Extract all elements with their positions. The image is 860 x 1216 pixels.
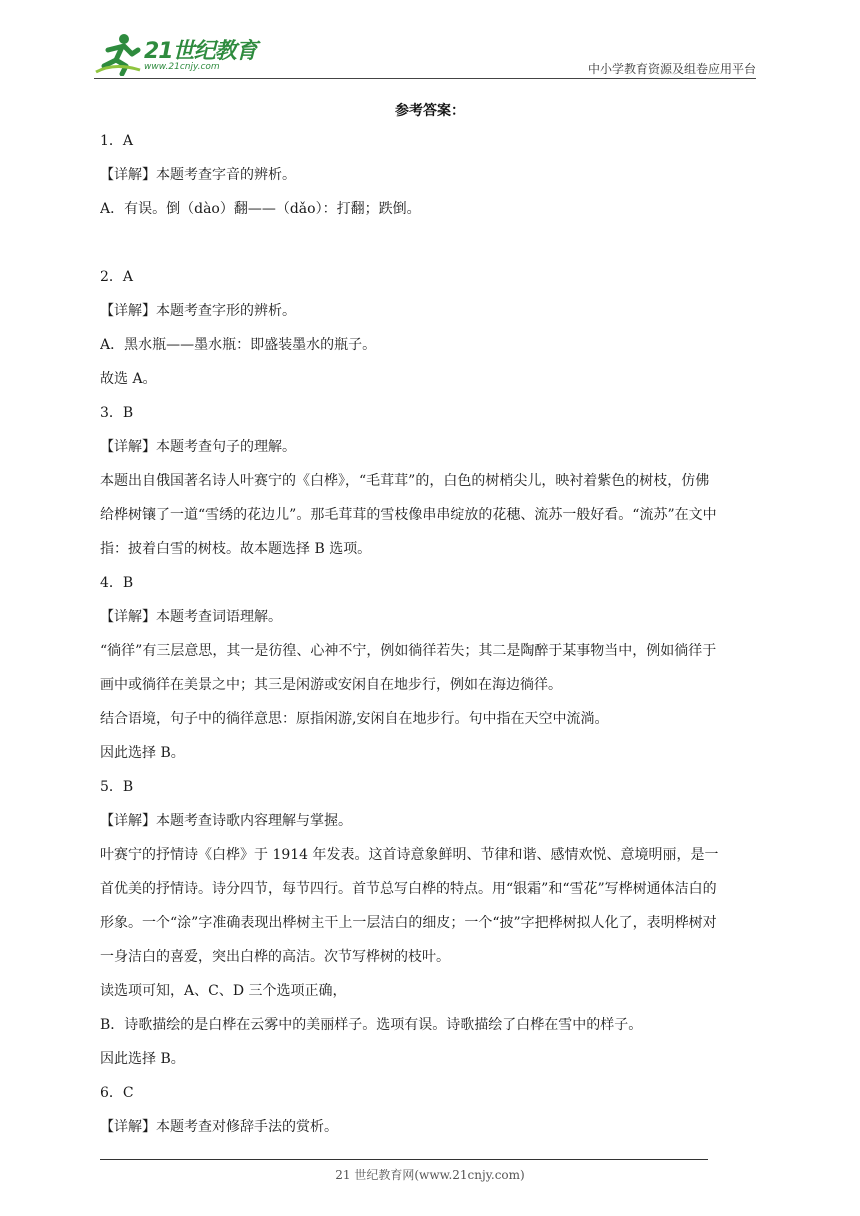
text-line: 结合语境，句子中的徜徉意思：原指闲游,安闲自在地步行。句中指在天空中流淌。 <box>100 711 609 727</box>
text-line: 指：披着白雪的树枝。故本题选择 B 选项。 <box>100 541 372 557</box>
header-divider <box>94 78 756 79</box>
text-line: 【详解】本题考查对修辞手法的赏析。 <box>100 1119 338 1135</box>
text-line: “徜徉”有三层意思，其一是彷徨、心神不宁，例如徜徉若失；其二是陶醉于某事物当中，例如徜徉于 <box>100 643 717 659</box>
page-title: 参考答案： <box>395 103 465 119</box>
logo-url: www.21cnjy.com <box>144 62 220 72</box>
text-line: 一身洁白的喜爱，突出白桦的高洁。次节写桦树的枝叶。 <box>100 949 450 965</box>
text-line: 【详解】本题考查词语理解。 <box>100 609 282 625</box>
text-line: 【详解】本题考查字形的辨析。 <box>100 303 296 319</box>
text-line: 6．C <box>100 1085 134 1101</box>
logo-text: 21世纪教育 <box>144 39 257 64</box>
platform-name: 中小学教育资源及组卷应用平台 <box>587 62 756 76</box>
site-logo <box>94 32 264 78</box>
text-line: B．诗歌描绘的是白桦在云雾中的美丽样子。选项有误。诗歌描绘了白桦在雪中的样子。 <box>100 1017 643 1033</box>
text-line: 4．B <box>100 575 134 591</box>
text-line: 形象。一个“涂”字准确表现出桦树主干上一层洁白的细皮；一个“披”字把桦树拟人化了，表明桦树对 <box>100 915 717 931</box>
text-line: 读选项可知，A、C、D 三个选项正确， <box>100 983 347 999</box>
text-line: 因此选择 B。 <box>100 1051 185 1067</box>
footer-divider <box>100 1159 708 1160</box>
answer-body <box>100 124 764 1144</box>
text-line <box>100 226 764 260</box>
text-line: 【详解】本题考查诗歌内容理解与掌握。 <box>100 813 352 829</box>
page-header <box>0 0 860 82</box>
text-line: 本题出自俄国著名诗人叶赛宁的《白桦》，“毛茸茸”的，白色的树梢尖儿，映衬着紫色的树枝，仿佛 <box>100 473 710 489</box>
text-line: 因此选择 B。 <box>100 745 185 761</box>
text-line: 2．A <box>100 269 134 285</box>
text-line: 【详解】本题考查字音的辨析。 <box>100 167 296 183</box>
text-line: 3．B <box>100 405 134 421</box>
text-line: 5．B <box>100 779 134 795</box>
text-line: 【详解】本题考查句子的理解。 <box>100 439 296 455</box>
text-line: 叶赛宁的抒情诗《白桦》于 1914 年发表。这首诗意象鲜明、节律和谐、感情欢悦、意境明丽，是一 <box>100 847 719 863</box>
runner-icon <box>94 32 142 76</box>
text-line: 画中或徜徉在美景之中；其三是闲游或安闲自在地步行，例如在海边徜徉。 <box>100 677 562 693</box>
text-line: 1．A <box>100 133 134 149</box>
text-line: 故选 A。 <box>100 371 157 387</box>
page-footer: 21 世纪教育网(www.21cnjy.com) <box>335 1168 525 1182</box>
text-line: A．有误。倒（dào）翻——（dǎo）：打翻；跌倒。 <box>100 201 421 217</box>
text-line: 给桦树镶了一道“雪绣的花边儿”。那毛茸茸的雪枝像串串绽放的花穗、流苏一般好看。“流苏”在文中 <box>100 507 717 523</box>
text-line: A．黑水瓶——墨水瓶：即盛装墨水的瓶子。 <box>100 337 377 353</box>
text-line: 首优美的抒情诗。诗分四节，每节四行。首节总写白桦的特点。用“银霜”和“雪花”写桦树通体洁白的 <box>100 881 717 897</box>
